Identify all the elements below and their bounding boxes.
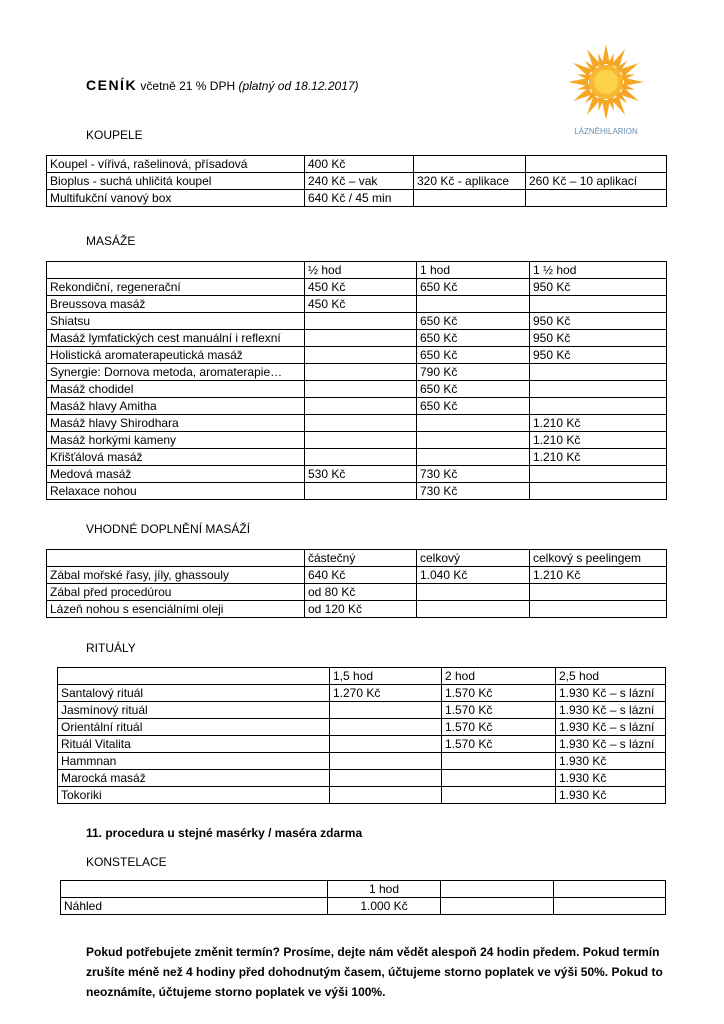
price-cell: 1.000 Kč	[328, 898, 441, 915]
price-cell: 450 Kč	[305, 296, 417, 313]
price-cell	[417, 432, 530, 449]
price-cell: 1.570 Kč	[442, 719, 556, 736]
price-cell: 1,5 hod	[330, 668, 442, 685]
price-cell	[442, 753, 556, 770]
row-label: Rituál Vitalita	[58, 736, 330, 753]
table-row	[47, 466, 667, 483]
row-label: Relaxace nohou	[47, 483, 305, 500]
table-row	[47, 567, 667, 584]
price-cell: ½ hod	[305, 262, 417, 279]
price-cell	[330, 770, 442, 787]
price-cell: 640 Kč	[305, 567, 417, 584]
price-cell: 240 Kč – vak	[305, 173, 414, 190]
table-row	[58, 736, 666, 753]
price-cell	[417, 296, 530, 313]
table-row	[47, 262, 667, 279]
table-row	[61, 881, 666, 898]
price-cell: 2,5 hod	[556, 668, 666, 685]
price-cell: 1.930 Kč	[556, 753, 666, 770]
price-cell: 950 Kč	[530, 330, 667, 347]
row-label: Santalový rituál	[58, 685, 330, 702]
price-cell: 1.570 Kč	[442, 685, 556, 702]
table-row	[47, 601, 667, 618]
row-label: Bioplus - suchá uhličitá koupel	[47, 173, 305, 190]
price-cell	[305, 313, 417, 330]
price-cell: 730 Kč	[417, 466, 530, 483]
price-cell: 650 Kč	[417, 347, 530, 364]
row-label: Masáž lymfatických cest manuální i reflexní	[47, 330, 305, 347]
row-label: Lázeň nohou s esenciálními oleji	[47, 601, 305, 618]
row-label: Náhled	[61, 898, 328, 915]
price-cell: 1.570 Kč	[442, 702, 556, 719]
table-row	[58, 770, 666, 787]
price-cell: 650 Kč	[417, 279, 530, 296]
cancellation-policy: Pokud potřebujete změnit termín? Prosíme, dejte nám vědět alespoň 24 hodin předem. Pokud termín zrušíte méně než 4 hodiny před dohodnutým časem, účtujeme storno poplatek ve výši 50%. Pokud to neoznámíte, účtujeme storno poplatek ve výši 100%.	[86, 945, 663, 999]
price-cell: od 120 Kč	[305, 601, 417, 618]
row-label: Synergie: Dornova metoda, aromaterapie…	[47, 364, 305, 381]
price-cell: 1.930 Kč – s lázní	[556, 736, 666, 753]
table-row	[58, 668, 666, 685]
row-label: Marocká masáž	[58, 770, 330, 787]
table-row	[47, 296, 667, 313]
price-cell	[530, 296, 667, 313]
price-cell	[417, 584, 530, 601]
row-label: Masáž hlavy Amitha	[47, 398, 305, 415]
price-cell	[530, 398, 667, 415]
logo-text: LÁZNĚHILARION	[574, 127, 638, 136]
table-row	[47, 173, 667, 190]
row-label: Breussova masáž	[47, 296, 305, 313]
title-validity: (platný od 18.12.2017)	[238, 79, 359, 93]
table-row	[47, 432, 667, 449]
table-row	[47, 364, 667, 381]
section-heading-koupele: KOUPELE	[86, 128, 143, 142]
price-cell: 450 Kč	[305, 279, 417, 296]
table-doplneni	[46, 549, 667, 618]
section-heading-konstelace: KONSTELACE	[86, 855, 167, 869]
price-cell	[530, 601, 667, 618]
table-konstelace	[60, 880, 666, 915]
price-cell	[530, 483, 667, 500]
section-heading-ritualy: RITUÁLY	[86, 641, 136, 655]
price-cell: 950 Kč	[530, 347, 667, 364]
price-cell	[330, 787, 442, 804]
table-row	[47, 330, 667, 347]
table-koupele	[46, 155, 667, 207]
price-cell: 1.210 Kč	[530, 567, 667, 584]
price-cell: 640 Kč / 45 min	[305, 190, 414, 207]
price-cell	[530, 466, 667, 483]
price-cell: 400 Kč	[305, 156, 414, 173]
table-row	[47, 279, 667, 296]
lazne-hilarion-logo	[558, 42, 654, 142]
price-cell	[330, 719, 442, 736]
row-label: Jasmínový rituál	[58, 702, 330, 719]
price-cell: 2 hod	[442, 668, 556, 685]
row-label: Shiatsu	[47, 313, 305, 330]
price-cell: celkový	[417, 550, 530, 567]
price-cell	[414, 156, 526, 173]
section-heading-doplneni: VHODNÉ DOPLNĚNÍ MASÁŽÍ	[86, 522, 251, 536]
price-cell: 1.040 Kč	[417, 567, 530, 584]
price-cell: 950 Kč	[530, 313, 667, 330]
table-row	[47, 550, 667, 567]
price-cell	[305, 330, 417, 347]
price-cell: částečný	[305, 550, 417, 567]
row-label	[61, 881, 328, 898]
table-row	[47, 313, 667, 330]
price-cell: 950 Kč	[530, 279, 667, 296]
price-cell	[330, 753, 442, 770]
price-cell	[417, 415, 530, 432]
price-cell: 1.210 Kč	[530, 449, 667, 466]
price-cell	[442, 787, 556, 804]
price-cell	[305, 381, 417, 398]
table-row	[58, 719, 666, 736]
price-cell	[526, 156, 667, 173]
table-row	[58, 753, 666, 770]
price-cell: 1.570 Kč	[442, 736, 556, 753]
row-label: Zábal před procedúrou	[47, 584, 305, 601]
price-cell: 1.930 Kč	[556, 787, 666, 804]
row-label	[58, 668, 330, 685]
row-label: Masáž horkými kameny	[47, 432, 305, 449]
price-cell: 730 Kč	[417, 483, 530, 500]
row-label	[47, 262, 305, 279]
row-label: Hammnan	[58, 753, 330, 770]
price-cell	[554, 881, 666, 898]
price-cell: 1 ½ hod	[530, 262, 667, 279]
price-cell	[414, 190, 526, 207]
price-cell: 650 Kč	[417, 313, 530, 330]
table-row	[58, 702, 666, 719]
price-cell: 1.930 Kč – s lázní	[556, 685, 666, 702]
price-cell	[305, 449, 417, 466]
row-label: Multifukční vanový box	[47, 190, 305, 207]
table-row	[47, 449, 667, 466]
price-cell: 1 hod	[328, 881, 441, 898]
title-rest: včetně 21 % DPH	[137, 79, 239, 93]
row-label: Zábal mořské řasy, jíly, ghassouly	[47, 567, 305, 584]
price-cell: 1.930 Kč – s lázní	[556, 719, 666, 736]
table-row	[47, 415, 667, 432]
price-cell: 320 Kč - aplikace	[414, 173, 526, 190]
title-main: CENÍK	[86, 77, 138, 93]
price-cell: od 80 Kč	[305, 584, 417, 601]
table-row	[47, 156, 667, 173]
price-cell: 650 Kč	[417, 381, 530, 398]
table-row	[47, 347, 667, 364]
row-label: Křišťálová masáž	[47, 449, 305, 466]
price-cell	[330, 736, 442, 753]
price-cell	[530, 364, 667, 381]
price-cell: 1.210 Kč	[530, 415, 667, 432]
price-cell	[530, 381, 667, 398]
table-row	[47, 584, 667, 601]
price-cell	[305, 415, 417, 432]
price-cell	[417, 449, 530, 466]
table-row	[58, 787, 666, 804]
price-cell: 1.270 Kč	[330, 685, 442, 702]
price-cell: 260 Kč – 10 aplikací	[526, 173, 667, 190]
price-cell	[305, 432, 417, 449]
price-cell	[305, 347, 417, 364]
sun-logo-icon	[558, 42, 654, 142]
price-cell: celkový s peelingem	[530, 550, 667, 567]
price-cell: 790 Kč	[417, 364, 530, 381]
row-label: Koupel - vířivá, rašelinová, přísadová	[47, 156, 305, 173]
section-heading-masaze: MASÁŽE	[86, 234, 136, 248]
free-procedure-note: 11. procedura u stejné masérky / maséra zdarma	[86, 826, 363, 840]
price-cell	[530, 584, 667, 601]
table-row	[47, 381, 667, 398]
table-ritualy	[57, 667, 666, 804]
row-label: Masáž chodidel	[47, 381, 305, 398]
row-label: Tokoriki	[58, 787, 330, 804]
price-cell	[417, 601, 530, 618]
price-cell	[442, 770, 556, 787]
price-cell	[305, 364, 417, 381]
page-title	[86, 77, 359, 93]
row-label: Holistická aromaterapeutická masáž	[47, 347, 305, 364]
price-cell	[305, 398, 417, 415]
table-row	[47, 398, 667, 415]
table-row	[47, 190, 667, 207]
row-label: Orientální rituál	[58, 719, 330, 736]
table-row	[61, 898, 666, 915]
table-row	[47, 483, 667, 500]
row-label	[47, 550, 305, 567]
price-cell	[441, 898, 554, 915]
table-masaze	[46, 261, 667, 500]
row-label: Medová masáž	[47, 466, 305, 483]
price-cell	[554, 898, 666, 915]
row-label: Masáž hlavy Shirodhara	[47, 415, 305, 432]
price-cell: 1 hod	[417, 262, 530, 279]
price-cell	[330, 702, 442, 719]
price-cell: 1.930 Kč – s lázní	[556, 702, 666, 719]
table-row	[58, 685, 666, 702]
price-cell	[441, 881, 554, 898]
price-cell: 1.210 Kč	[530, 432, 667, 449]
row-label: Rekondiční, regenerační	[47, 279, 305, 296]
price-cell	[526, 190, 667, 207]
price-cell: 530 Kč	[305, 466, 417, 483]
price-cell	[305, 483, 417, 500]
price-cell: 650 Kč	[417, 330, 530, 347]
price-cell: 1.930 Kč	[556, 770, 666, 787]
price-cell: 650 Kč	[417, 398, 530, 415]
